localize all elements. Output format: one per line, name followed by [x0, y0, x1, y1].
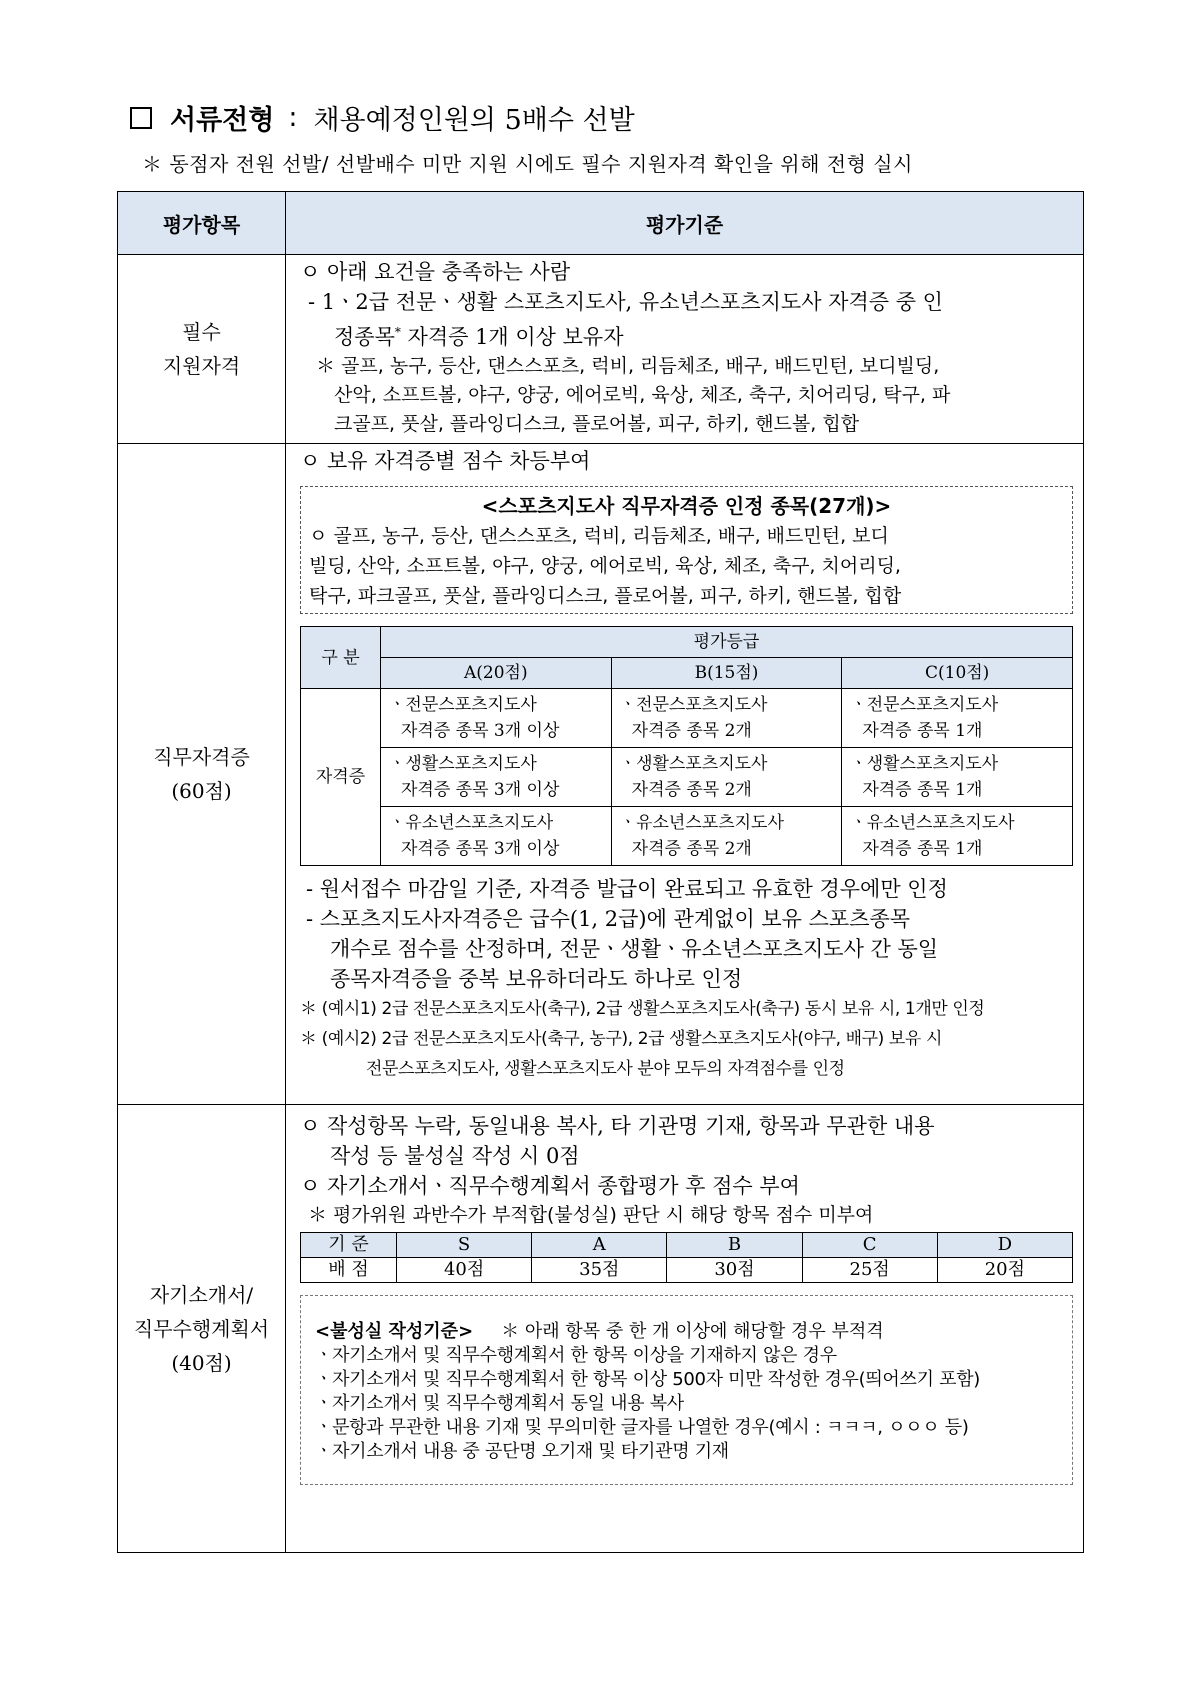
content-line: - 스포츠지도사자격증은 급수(1, 2급)에 관계없이 보유 스포츠종목 — [306, 907, 911, 931]
criteria-note: ＊ 아래 항목 중 한 개 이상에 해당할 경우 부적격 — [501, 1321, 884, 1342]
cell-line: ㆍ생활스포츠지도사 — [619, 754, 768, 774]
superscript: * — [394, 325, 401, 339]
grade-cell — [842, 807, 1073, 866]
example-line: ＊ (예시2) 2급 전문스포츠지도사(축구, 농구), 2급 생활스포츠지도사(야구, 배구) 보유 시 — [300, 1029, 942, 1049]
label-line: (60점) — [171, 779, 232, 803]
table-row — [118, 1105, 1084, 1553]
row-content-essay — [286, 1105, 1084, 1553]
box-line: 탁구, 파크골프, 풋살, 플라잉디스크, 플로어볼, 피구, 하키, 핸드볼, 힙합 — [309, 585, 902, 607]
insincere-criteria-box — [300, 1295, 1073, 1485]
grade-a: A(20점) — [381, 658, 612, 689]
content-line: 산악, 소프트볼, 야구, 양궁, 에어로빅, 육상, 체조, 축구, 치어리딩, 탁구, 파 — [334, 384, 951, 406]
score-value: 20점 — [937, 1258, 1072, 1283]
content-line: ＊ 골프, 농구, 등산, 댄스스포츠, 럭비, 리듬체조, 배구, 배드민턴, 보디빌딩, — [316, 355, 940, 377]
content-line: ㅇ 보유 자격증별 점수 차등부여 — [300, 449, 591, 473]
grade-cell — [842, 748, 1073, 807]
row-label-certificate — [118, 444, 286, 1105]
grade-c: C(10점) — [842, 658, 1073, 689]
box-title: <스포츠지도사 직무자격증 인정 종목(27개)> — [481, 494, 892, 518]
grade-header: 평가등급 — [381, 627, 1073, 658]
cell-line: 자격증 종목 1개 — [862, 780, 983, 800]
label-line: 필수 — [182, 320, 221, 344]
grade-cell — [842, 689, 1073, 748]
score-value: 25점 — [802, 1258, 937, 1283]
checkbox-square-icon — [130, 107, 152, 129]
cell-line: ㆍ전문스포츠지도사 — [389, 695, 537, 715]
cell-line: 자격증 종목 3개 이상 — [401, 721, 560, 741]
cell-line: ㆍ전문스포츠지도사 — [850, 695, 999, 715]
table-header-row — [118, 192, 1084, 255]
cell-line: ㆍ유소년스포츠지도사 — [389, 813, 554, 833]
content-line: ㅇ 작성항목 누락, 동일내용 복사, 타 기관명 기재, 항목과 무관한 내용 — [300, 1114, 935, 1138]
score-header-label: 기 준 — [301, 1233, 397, 1258]
cell-line: 자격증 종목 1개 — [862, 721, 983, 741]
cell-line: ㆍ생활스포츠지도사 — [850, 754, 999, 774]
cell-line: ㆍ전문스포츠지도사 — [619, 695, 768, 715]
recognized-sports-box — [300, 486, 1073, 614]
score-row-label: 배 점 — [301, 1258, 397, 1283]
grade-cell — [611, 689, 842, 748]
grade-cell — [611, 807, 842, 866]
row-content-certificate — [286, 444, 1084, 1105]
heading-colon: : — [288, 102, 298, 133]
content-line: 작성 등 불성실 작성 시 0점 — [330, 1144, 580, 1168]
cell-line: 자격증 종목 3개 이상 — [401, 839, 560, 859]
grade-row-label: 자격증 — [301, 689, 381, 866]
cell-line: 자격증 종목 2개 — [631, 780, 752, 800]
criteria-item: ㆍ자기소개서 및 직무수행계획서 한 항목 이상 500자 미만 작성한 경우(띄어쓰기 포함) — [315, 1369, 981, 1390]
section-heading — [130, 98, 635, 137]
label-line: 직무자격증 — [153, 745, 250, 769]
grade-cell — [611, 748, 842, 807]
criteria-item: ㆍ문항과 무관한 내용 기재 및 무의미한 글자를 나열한 경우(예시 : ㅋㅋㅋ, ㅇㅇㅇ 등) — [315, 1417, 969, 1438]
criteria-item: ㆍ자기소개서 내용 중 공단명 오기재 및 타기관명 기재 — [315, 1441, 729, 1462]
text: 자격증 1개 이상 보유자 — [400, 325, 624, 349]
cell-line: 자격증 종목 2개 — [631, 839, 752, 859]
criteria-heading — [315, 1320, 1062, 1344]
heading-title: 서류전형 — [170, 105, 275, 136]
label-line: 자기소개서/ — [149, 1282, 254, 1307]
content-line: 종목자격증을 중복 보유하더라도 하나로 인정 — [330, 967, 743, 991]
box-line: ㅇ 골프, 농구, 등산, 댄스스포츠, 럭비, 리듬체조, 배구, 배드민턴, 보디 — [309, 525, 889, 547]
criteria-title: <불성실 작성기준> — [315, 1321, 474, 1342]
content-line — [300, 317, 1073, 352]
score-value: 30점 — [667, 1258, 802, 1283]
grade-cell — [381, 807, 612, 866]
grade-cell — [381, 748, 612, 807]
score-header: A — [532, 1233, 667, 1258]
cell-line: ㆍ유소년스포츠지도사 — [619, 813, 784, 833]
cell-line: 자격증 종목 1개 — [862, 839, 983, 859]
table-row — [118, 255, 1084, 444]
box-line: 빌딩, 산악, 소프트볼, 야구, 양궁, 에어로빅, 육상, 체조, 축구, 치어리딩, — [309, 555, 901, 577]
score-header: C — [802, 1233, 937, 1258]
heading-text: 채용예정인원의 5배수 선발 — [313, 105, 635, 136]
row-label-essay — [118, 1105, 286, 1553]
grade-cell — [381, 689, 612, 748]
heading-note: ＊ 동점자 전원 선발/ 선발배수 미만 지원 시에도 필수 지원자격 확인을 위해 전형 실시 — [142, 152, 913, 176]
grade-table — [300, 626, 1073, 866]
label-line: 직무수행계획서 — [133, 1316, 270, 1341]
cell-line: 자격증 종목 3개 이상 — [401, 780, 560, 800]
score-value: 40점 — [397, 1258, 532, 1283]
cell-line: ㆍ유소년스포츠지도사 — [850, 813, 1015, 833]
grade-b: B(15점) — [611, 658, 842, 689]
label-line: (40점) — [171, 1350, 232, 1375]
header-criteria: 평가기준 — [286, 192, 1084, 255]
content-line: ＊ 평가위원 과반수가 부적합(불성실) 판단 시 해당 항목 점수 미부여 — [308, 1204, 874, 1226]
score-table — [300, 1232, 1073, 1283]
score-value: 35점 — [532, 1258, 667, 1283]
grade-gubun: 구 분 — [301, 627, 381, 689]
example-line: ＊ (예시1) 2급 전문스포츠지도사(축구), 2급 생활스포츠지도사(축구) 동시 보유 시, 1개만 인정 — [300, 999, 985, 1019]
text: 정종목 — [334, 325, 395, 349]
example-line: 전문스포츠지도사, 생활스포츠지도사 분야 모두의 자격점수를 인정 — [366, 1059, 845, 1079]
score-header: D — [937, 1233, 1072, 1258]
row-label-required — [118, 255, 286, 444]
cell-line: 자격증 종목 2개 — [631, 721, 752, 741]
evaluation-table — [117, 191, 1084, 1553]
label-line: 지원자격 — [162, 354, 241, 378]
content-line: 크골프, 풋살, 플라잉디스크, 플로어볼, 피구, 하키, 핸드볼, 힙합 — [334, 413, 860, 435]
content-line: 개수로 점수를 산정하며, 전문ㆍ생활ㆍ유소년스포츠지도사 간 동일 — [330, 937, 939, 961]
score-header: S — [397, 1233, 532, 1258]
table-row — [118, 444, 1084, 1105]
content-line: ㅇ 자기소개서ㆍ직무수행계획서 종합평가 후 점수 부여 — [300, 1174, 800, 1198]
score-header: B — [667, 1233, 802, 1258]
criteria-item: ㆍ자기소개서 및 직무수행계획서 한 항목 이상을 기재하지 않은 경우 — [315, 1345, 837, 1366]
cell-line: ㆍ생활스포츠지도사 — [389, 754, 537, 774]
row-content-required — [286, 255, 1084, 444]
content-line: - 1ㆍ2급 전문ㆍ생활 스포츠지도사, 유소년스포츠지도사 자격증 중 인 — [308, 290, 943, 314]
criteria-item: ㆍ자기소개서 및 직무수행계획서 동일 내용 복사 — [315, 1393, 684, 1414]
content-line: - 원서접수 마감일 기준, 자격증 발급이 완료되고 유효한 경우에만 인정 — [306, 877, 948, 901]
content-line: ㅇ 아래 요건을 충족하는 사람 — [300, 260, 571, 284]
header-item: 평가항목 — [118, 192, 286, 255]
